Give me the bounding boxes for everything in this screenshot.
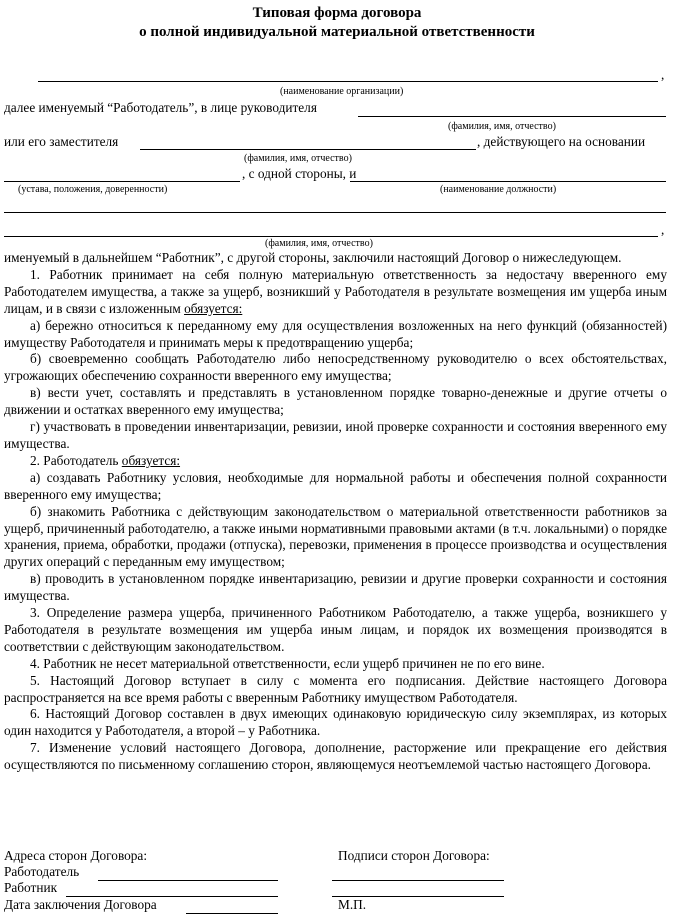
employee-label: Работник bbox=[4, 880, 58, 895]
director-name-field[interactable] bbox=[358, 116, 666, 117]
obliged-label: обязуется: bbox=[121, 452, 181, 468]
clause-2b: б) знакомить Работника с действующим законодательством о материальной ответственности работников за ущерб, причиненный работодателю, а также иными нормативными правовыми актами (в т.ч. локальными) о порядке хранения, приема, обработки, продажи (отпуска), перевозки, применения в процессе производства и осуществления других операций с переданным ему имуществом; bbox=[4, 503, 667, 570]
acting-text: , действующего на основании bbox=[477, 134, 646, 149]
contract-date-field[interactable] bbox=[186, 913, 278, 914]
clause-2 bbox=[4, 453, 667, 470]
comma: , bbox=[661, 222, 665, 237]
clause-2-text: 2. Работодатель bbox=[30, 452, 119, 468]
deputy-name-field[interactable] bbox=[140, 149, 476, 150]
fio-caption: (фамилия, имя, отчество) bbox=[448, 121, 556, 132]
employer-text: далее именуемый “Работодатель”, в лице руководителя bbox=[4, 100, 317, 115]
clause-7: 7. Изменение условий настоящего Договора, дополнение, расторжение или прекращение его действия осуществляются по письменному соглашению сторон, являющемуся неотъемлемой частью настоящего Договора. bbox=[4, 740, 667, 773]
clause-1-text: 1. Работник принимает на себя полную материальную ответственность за недостачу вверенного ему Работодателем имущества, а также за ущерб, возникший у Работодателя в результате возмещения им ущерба иным лицам, и в связи с изложенным bbox=[4, 266, 667, 316]
document-title: Типовая форма договора bbox=[252, 5, 422, 21]
fio-caption: (фамилия, имя, отчество) bbox=[244, 153, 352, 164]
clause-1 bbox=[4, 267, 667, 318]
clause-6: 6. Настоящий Договор составлен в двух имеющих одинаковую юридическую силу экземплярах, из которых один находится у Работодателя, а второй – у Работника. bbox=[4, 706, 667, 739]
clause-3: 3. Определение размера ущерба, причиненного Работником Работодателю, а также ущерба, возникшего у Работодателя в результате возмещения им ущерба иным лицам, и порядок их возмещения производятся в соответствии с действующим законодательством. bbox=[4, 605, 667, 654]
position-field[interactable] bbox=[350, 181, 666, 182]
clause-1c: в) вести учет, составлять и представлять в установленном порядке товарно-денежные и другие отчеты о движении и остатках вверенного ему имущества; bbox=[4, 385, 667, 418]
clause-5: 5. Настоящий Договор вступает в силу с момента его подписания. Действие настоящего Договора распространяется на все время работы с вверенным Работнику имуществом Работодателя. bbox=[4, 672, 667, 705]
position-field-continued[interactable] bbox=[4, 212, 666, 213]
clause-1d: г) участвовать в проведении инвентаризации, ревизии, иной проверке сохранности и состояния вверенного ему имущества. bbox=[4, 419, 667, 451]
clause-2c: в) проводить в установленном порядке инвентаризацию, ревизии и другие проверки сохранности и состояния имущества. bbox=[4, 571, 667, 604]
seal-label: М.П. bbox=[338, 897, 367, 912]
intro-paragraph: именуемый в дальнейшем “Работник”, с другой стороны, заключили настоящий Договор о нижеследующем. bbox=[4, 250, 622, 265]
comma: , bbox=[661, 67, 665, 82]
employer-label: Работодатель bbox=[4, 864, 80, 879]
employer-signature-field[interactable] bbox=[332, 880, 504, 881]
position-caption: (наименование должности) bbox=[440, 184, 557, 195]
contract-body bbox=[4, 250, 667, 774]
one-side-text: , с одной стороны, и bbox=[242, 166, 357, 181]
basis-field[interactable] bbox=[4, 181, 240, 182]
basis-caption: (устава, положения, доверенности) bbox=[18, 184, 168, 195]
org-name-field[interactable] bbox=[38, 81, 658, 82]
clause-1a: а) бережно относиться к переданному ему для осуществления возложенных на него функций (обязанностей) имуществу Работодателя и принимать меры к предотвращению ущерба; bbox=[4, 317, 667, 350]
addresses-label: Адреса сторон Договора: bbox=[4, 848, 148, 863]
clause-2a: а) создавать Работнику условия, необходимые для нормальной работы и обеспечения полной сохранности вверенного ему имущества; bbox=[4, 469, 667, 502]
employer-address-field[interactable] bbox=[98, 880, 278, 881]
org-caption: (наименование организации) bbox=[280, 86, 404, 97]
contract-date-label: Дата заключения Договора bbox=[4, 897, 157, 912]
clause-4: 4. Работник не несет материальной ответственности, если ущерб причинен не по его вине. bbox=[30, 655, 545, 671]
deputy-text: или его заместителя bbox=[4, 134, 119, 149]
obliged-label: обязуется: bbox=[184, 300, 243, 316]
employee-name-field[interactable] bbox=[4, 236, 658, 237]
document-subtitle: о полной индивидуальной материальной ответственности bbox=[139, 24, 535, 40]
clause-1b: б) своевременно сообщать Работодателю либо непосредственному руководителю о всех обстоятельствах, угрожающих обеспечению сохранности вверенного ему имущества; bbox=[4, 351, 667, 384]
fio-caption: (фамилия, имя, отчество) bbox=[265, 238, 373, 249]
signatures-label: Подписи сторон Договора: bbox=[338, 848, 490, 863]
